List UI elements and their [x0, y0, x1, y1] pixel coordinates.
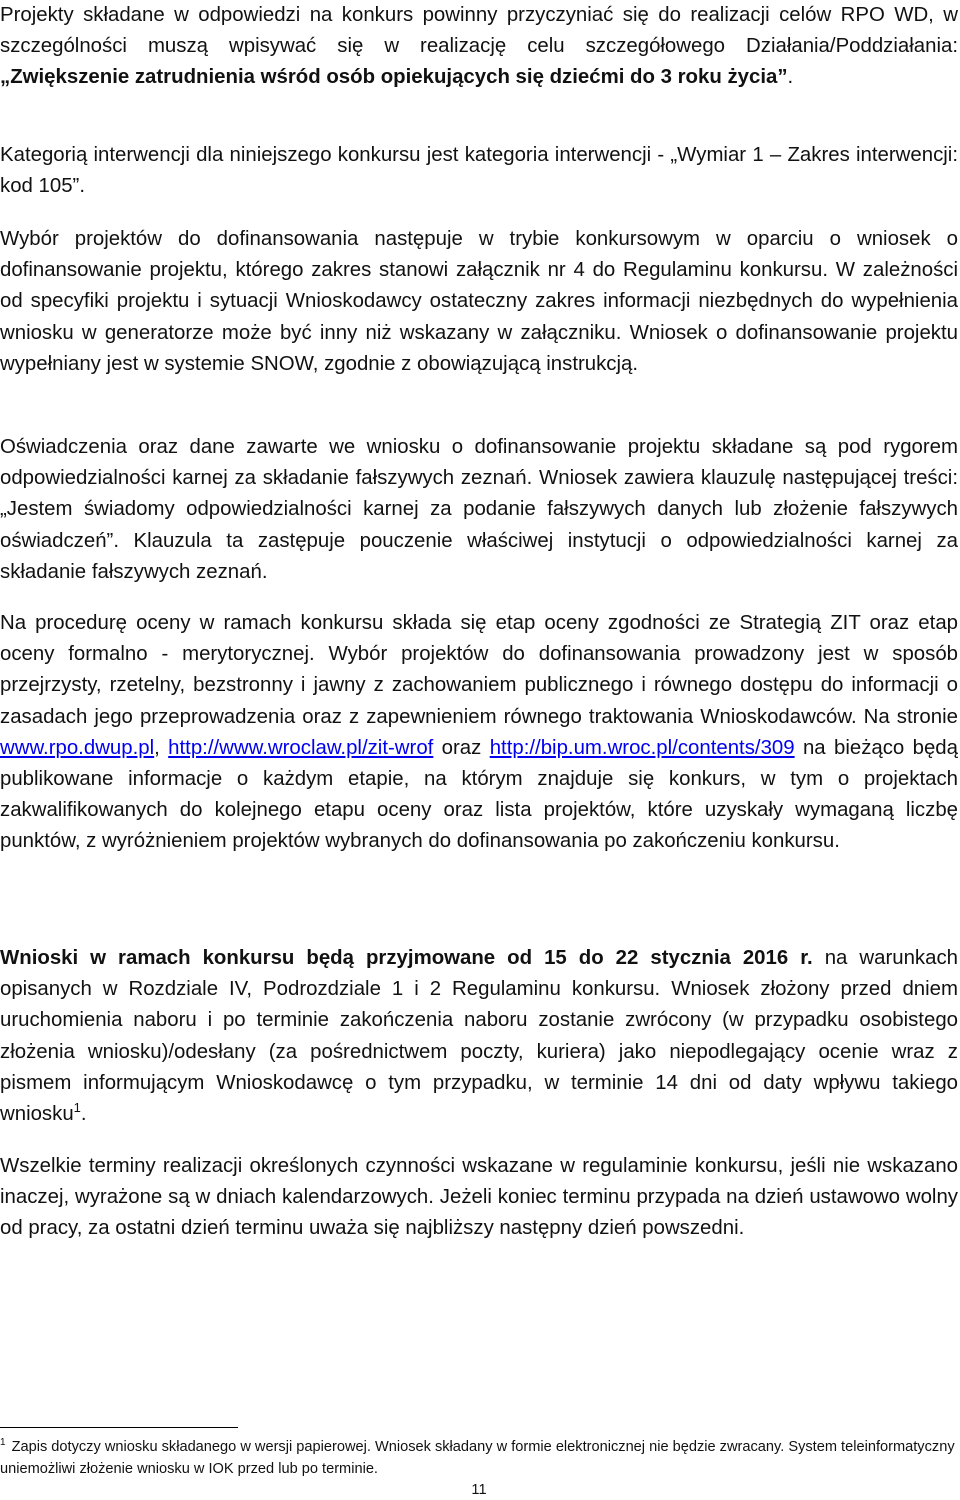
p6-end: .: [80, 1103, 87, 1126]
p5-sep2: oraz: [433, 736, 490, 759]
page-number: 11: [471, 1482, 487, 1498]
p5-sep1: ,: [154, 736, 169, 759]
footnote: [0, 1432, 958, 1480]
footnote-divider: [0, 1427, 238, 1428]
p1-bold-goal: „Zwiększenie zatrudnienia wśród osób opiekujących się dziećmi do 3 roku życia”: [0, 66, 788, 89]
footnote-text: Zapis dotyczy wniosku składanego w wersji papierowej. Wniosek składany w formie elektronicznej nie będzie zwracany. System teleinformatyczny uniemożliwi złożenie wniosku w IOK przed lub po terminie.: [0, 1439, 955, 1477]
p6-text: na warunkach opisanych w Rozdziale IV, Podrozdziale 1 i 2 Regulaminu konkursu. Wniosek złożony przed dniem uruchomienia naboru i po terminie zakończenia naboru zostanie zwrócony (w przypadku osobistego złożenia wniosku)/odesłany (za pośrednictwem poczty, kuriera) jako niepodlegający ocenie wraz z pismem informującym Wnioskodawcę o tym przypadku, w terminie 14 dni od daty wpływu takiego wniosku: [0, 947, 958, 1126]
footnote-ref[interactable]: 1: [73, 1100, 81, 1116]
p6-bold-dates: Wnioski w ramach konkursu będą przyjmowane od 15 do 22 stycznia 2016 r.: [0, 947, 813, 969]
link-rpo-dwup[interactable]: www.rpo.dwup.pl: [0, 736, 155, 759]
paragraph-project-selection: Wybór projektów do dofinansowania następuje w trybie konkursowym w oparciu o wniosek o dofinansowanie projektu, którego zakres stanowi załącznik nr 4 do Regulaminu konkursu. W zależności od specyfiki projektu i sytuacji Wnioskodawcy ostateczny zakres informacji niezbędnych do wypełnienia wniosku w generatorze może być inny niż wskazany w załączniku. Wniosek o dofinansowanie projektu wypełniany jest w systemie SNOW, zgodnie z obowiązującą instrukcją.: [0, 228, 958, 375]
link-bip-wroc[interactable]: http://bip.um.wroc.pl/contents/309: [489, 736, 795, 759]
footnote-mark: 1: [0, 1437, 6, 1448]
paragraph-deadlines: Wszelkie terminy realizacji określonych czynności wskazane w regulaminie konkursu, jeśli nie wskazano inaczej, wyrażone są w dniach kalendarzowych. Jeżeli koniec terminu przypada na dzień ustawowo wolny od pracy, za ostatni dzień terminu uważa się najbliższy następny dzień powszedni.: [0, 1155, 958, 1240]
p5-text: Na procedurę oceny w ramach konkursu składa się etap oceny zgodności ze Strategią ZIT oraz etap oceny formalno - merytorycznej. Wybór projektów do dofinansowania prowadzony jest w sposób przejrzysty, rzetelny, bezstronny i jawny z zachowaniem publicznego i równego dostępu do informacji o zasadach jego przeprowadzenia oraz z zapewnieniem równego traktowania Wnioskodawców. Na stronie: [0, 612, 958, 728]
p1-end: .: [787, 66, 794, 89]
p1-text: Projekty składane w odpowiedzi na konkurs powinny przyczyniać się do realizacji celów RPO WD, w szczególności muszą wpisywać się w realizację celu szczegółowego Działania/Poddziałania:: [0, 4, 958, 58]
p5-text-cont: na bieżąco będą publikowane informacje o każdym etapie, na którym znajduje się konkurs, w tym o projektach zakwalifikowanych do kolejnego etapu oceny oraz lista projektów, które uzyskały wymaganą liczbę punktów, z wyróżnieniem projektów wybranych do dofinansowania po zakończeniu konkursu.: [0, 736, 958, 853]
paragraph-declarations: Oświadczenia oraz dane zawarte we wniosku o dofinansowanie projektu składane są pod rygorem odpowiedzialności karnej za składanie fałszywych zeznań. Wniosek zawiera klauzulę następującej treści: „Jestem świadomy odpowiedzialności karnej za podanie fałszywych danych lub złożenie fałszywych oświadczeń”. Klauzula ta zastępuje pouczenie właściwej instytucji o odpowiedzialności karnej za składanie fałszywych zeznań.: [0, 436, 958, 583]
paragraph-rpo-goals: [0, 0, 958, 94]
link-wroclaw-zit[interactable]: http://www.wroclaw.pl/zit-wrof: [168, 736, 434, 759]
paragraph-submission-dates: [0, 943, 958, 1130]
paragraph-evaluation-procedure: [0, 608, 958, 858]
paragraph-intervention-category: Kategorią interwencji dla niniejszego konkursu jest kategoria interwencji - „Wymiar 1 – Zakres interwencji: kod 105”.: [0, 144, 958, 198]
